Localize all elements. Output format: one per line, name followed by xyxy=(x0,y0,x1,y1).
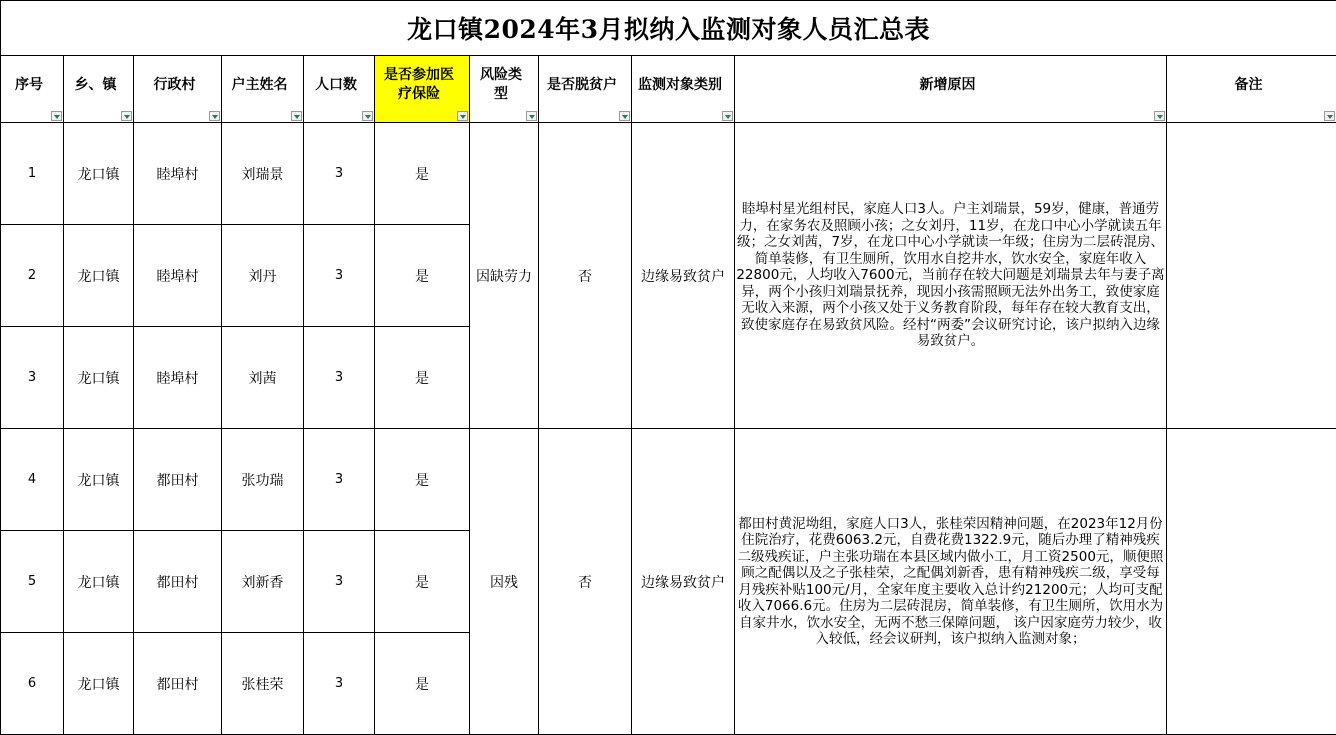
table-row xyxy=(1,429,1336,531)
cell-seq[interactable]: 5 xyxy=(1,531,64,633)
cell-householder[interactable]: 刘新香 xyxy=(222,531,304,633)
cell-township[interactable]: 龙口镇 xyxy=(64,531,134,633)
header-population xyxy=(304,56,375,123)
cell-insurance[interactable]: 是 xyxy=(375,123,470,225)
filter-dropdown-icon[interactable] xyxy=(619,111,630,121)
header-householder xyxy=(222,56,304,123)
cell-risk-type[interactable]: 因缺劳力 xyxy=(470,123,539,429)
cell-monitor-type[interactable]: 边缘易致贫户 xyxy=(632,123,735,429)
filter-dropdown-icon[interactable] xyxy=(291,111,302,121)
cell-reason[interactable]: 都田村黄泥坳组，家庭人口3人，张桂荣因精神问题，在2023年12月份住院治疗，花费6063.2元，自费花费1322.9元，随后办理了精神残疾二级残疾证，户主张功瑞在本县区域内做小工，月工资2500元，顺便照顾之配偶以及之子张桂荣，之配偶刘新香，患有精神残疾二级，享受每月残疾补贴100元/月，全家年度主要收入总计约21200元；人均可支配收入7066.6元。住房为二层砖混房，简单装修，有卫生厕所，饮用水为自家井水，饮水安全，无两不愁三保障问题， 该户因家庭劳力较少，收入较低，经会议研判，该户拟纳入监测对象； xyxy=(735,429,1167,735)
cell-village[interactable]: 都田村 xyxy=(134,429,222,531)
cell-population[interactable]: 3 xyxy=(304,531,375,633)
cell-population[interactable]: 3 xyxy=(304,633,375,735)
header-householder-label: 户主姓名 xyxy=(222,76,303,103)
cell-householder[interactable]: 刘瑞景 xyxy=(222,123,304,225)
cell-village[interactable]: 睦埠村 xyxy=(134,123,222,225)
header-remark-label: 备注 xyxy=(1167,76,1336,103)
cell-reason[interactable]: 睦埠村星光组村民，家庭人口3人。户主刘瑞景，59岁，健康，普通劳力，在家务农及照顾小孩；之女刘丹，11岁，在龙口中心小学就读五年级；之女刘茜，7岁，在龙口中心小学就读一年级；住房为二层砖混房、简单装修，有卫生厕所，饮用水自挖井水，饮水安全，家庭年收入22800元，人均收入7600元，当前存在较大问题是刘瑞景去年与妻子离异，两个小孩归刘瑞景抚养，现因小孩需照顾无法外出务工，致使家庭无收入来源，两个小孩又处于义务教育阶段，每年存在较大教育支出，致使家庭存在易致贫风险。经村“两委”会议研究讨论，该户拟纳入边缘易致贫户。 xyxy=(735,123,1167,429)
cell-monitor-type[interactable]: 边缘易致贫户 xyxy=(632,429,735,735)
header-seq xyxy=(1,56,64,123)
header-township-label: 乡、镇 xyxy=(64,76,133,103)
filter-dropdown-icon[interactable] xyxy=(121,111,132,121)
cell-out-of-poverty[interactable]: 否 xyxy=(539,429,632,735)
header-remark xyxy=(1167,56,1336,123)
cell-village[interactable]: 都田村 xyxy=(134,531,222,633)
header-out-of-poverty xyxy=(539,56,632,123)
header-reason xyxy=(735,56,1167,123)
cell-insurance[interactable]: 是 xyxy=(375,225,470,327)
header-seq-label: 序号 xyxy=(1,76,63,103)
cell-risk-type[interactable]: 因残 xyxy=(470,429,539,735)
filter-dropdown-icon[interactable] xyxy=(1324,111,1335,121)
cell-village[interactable]: 睦埠村 xyxy=(134,225,222,327)
filter-dropdown-icon[interactable] xyxy=(209,111,220,121)
cell-seq[interactable]: 1 xyxy=(1,123,64,225)
cell-population[interactable]: 3 xyxy=(304,429,375,531)
filter-dropdown-icon[interactable] xyxy=(1154,111,1165,121)
header-township xyxy=(64,56,134,123)
filter-dropdown-icon[interactable] xyxy=(362,111,373,121)
header-village xyxy=(134,56,222,123)
header-population-label: 人口数 xyxy=(304,76,374,103)
filter-dropdown-icon[interactable] xyxy=(51,111,62,121)
cell-village[interactable]: 都田村 xyxy=(134,633,222,735)
cell-township[interactable]: 龙口镇 xyxy=(64,633,134,735)
cell-insurance[interactable]: 是 xyxy=(375,327,470,429)
cell-seq[interactable]: 4 xyxy=(1,429,64,531)
header-insurance-label: 是否参加医疗保险 xyxy=(375,66,469,112)
sheet-title: 龙口镇2024年3月拟纳入监测对象人员汇总表 xyxy=(1,1,1336,56)
cell-remark[interactable] xyxy=(1167,429,1336,735)
cell-population[interactable]: 3 xyxy=(304,225,375,327)
cell-seq[interactable]: 3 xyxy=(1,327,64,429)
cell-seq[interactable]: 2 xyxy=(1,225,64,327)
cell-insurance[interactable]: 是 xyxy=(375,531,470,633)
header-monitor-type-label: 监测对象类别 xyxy=(632,76,734,103)
header-risk-type-label: 风险类型 xyxy=(470,66,538,112)
filter-dropdown-icon[interactable] xyxy=(722,111,733,121)
cell-remark[interactable] xyxy=(1167,123,1336,429)
cell-householder[interactable]: 张功瑞 xyxy=(222,429,304,531)
filter-dropdown-icon[interactable] xyxy=(457,111,468,121)
cell-seq[interactable]: 6 xyxy=(1,633,64,735)
filter-dropdown-icon[interactable] xyxy=(526,111,537,121)
cell-householder[interactable]: 刘丹 xyxy=(222,225,304,327)
cell-township[interactable]: 龙口镇 xyxy=(64,429,134,531)
cell-householder[interactable]: 张桂荣 xyxy=(222,633,304,735)
cell-township[interactable]: 龙口镇 xyxy=(64,327,134,429)
header-out-of-poverty-label: 是否脱贫户 xyxy=(539,76,631,103)
table-row xyxy=(1,123,1336,225)
cell-population[interactable]: 3 xyxy=(304,327,375,429)
header-monitor-type xyxy=(632,56,735,123)
cell-out-of-poverty[interactable]: 否 xyxy=(539,123,632,429)
header-risk-type xyxy=(470,56,539,123)
cell-insurance[interactable]: 是 xyxy=(375,429,470,531)
cell-population[interactable]: 3 xyxy=(304,123,375,225)
header-village-label: 行政村 xyxy=(134,76,221,103)
header-row xyxy=(1,56,1336,123)
header-reason-label: 新增原因 xyxy=(735,76,1166,103)
header-insurance xyxy=(375,56,470,123)
cell-village[interactable]: 睦埠村 xyxy=(134,327,222,429)
cell-householder[interactable]: 刘茜 xyxy=(222,327,304,429)
cell-insurance[interactable]: 是 xyxy=(375,633,470,735)
cell-township[interactable]: 龙口镇 xyxy=(64,225,134,327)
cell-township[interactable]: 龙口镇 xyxy=(64,123,134,225)
